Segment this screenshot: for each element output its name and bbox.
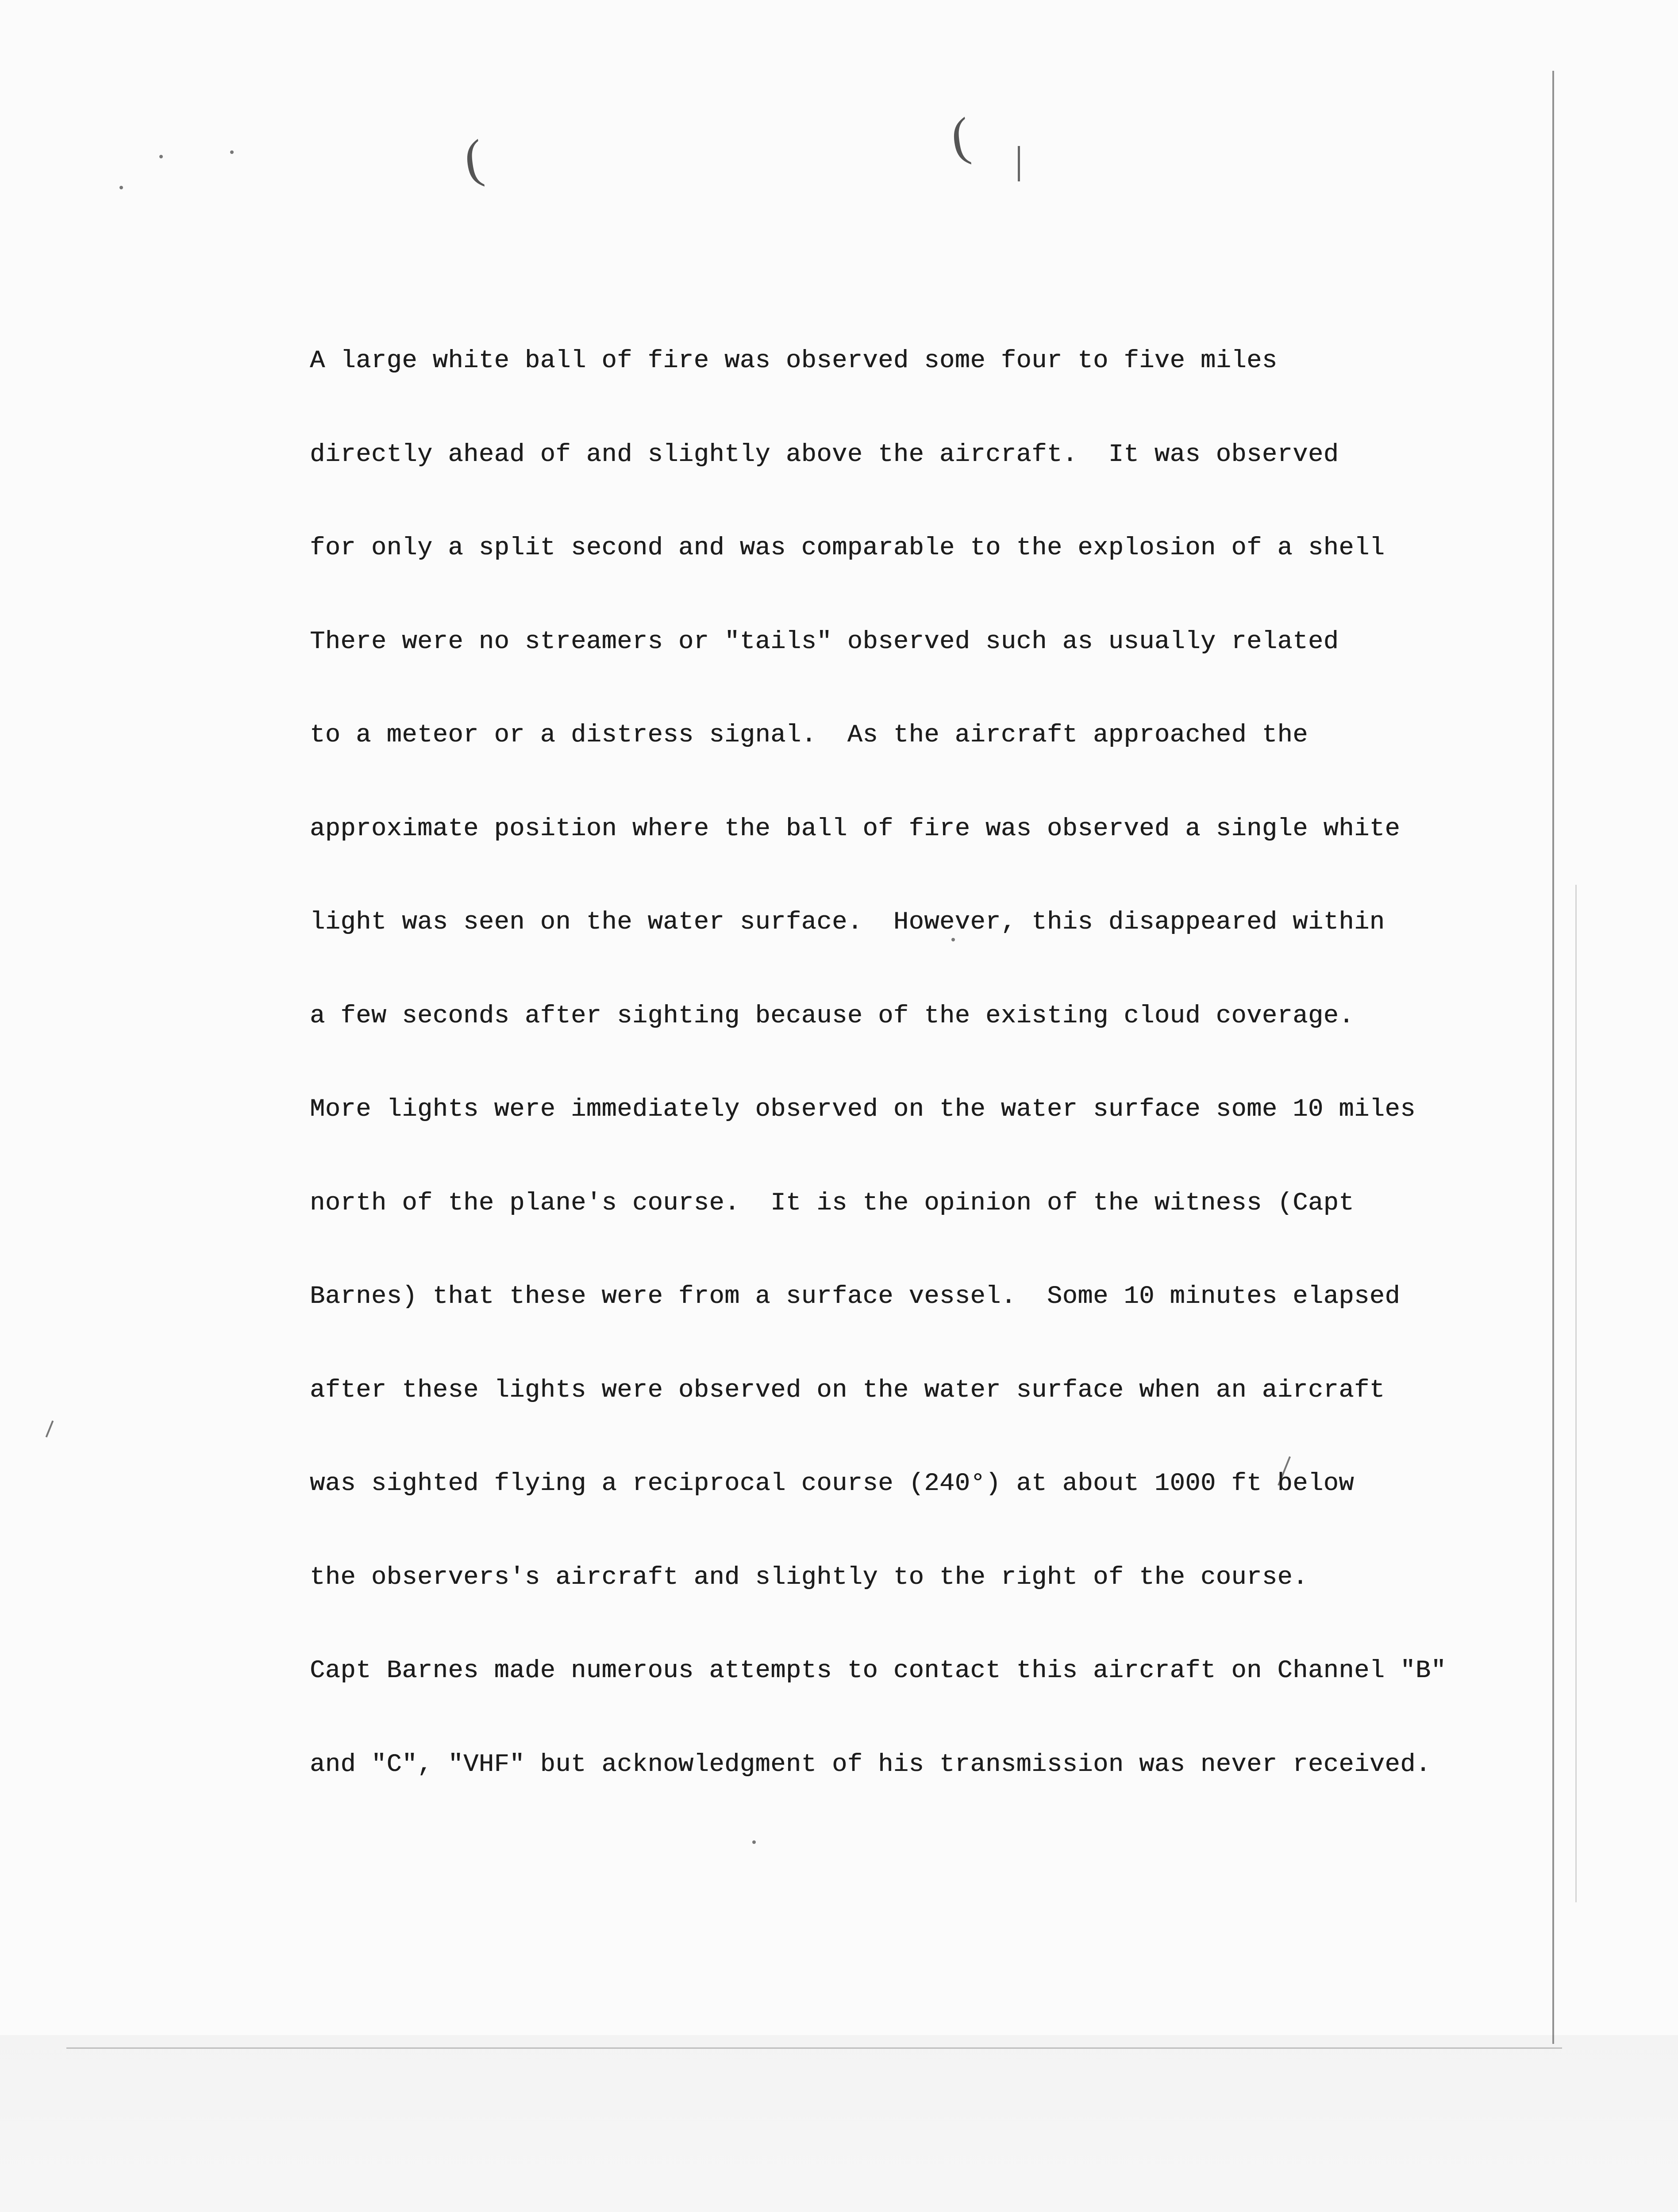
- scan-speck: [119, 186, 123, 189]
- scan-edge-line-faint: [1575, 885, 1577, 1902]
- scan-speck: [159, 155, 163, 158]
- body-line: Capt Barnes made numerous attempts to contact this aircraft on Channel "B": [310, 1657, 1447, 1685]
- body-line: A large white ball of fire was observed some four to five miles: [310, 347, 1278, 375]
- body-line: north of the plane's course. It is the opinion of the witness (Capt: [310, 1189, 1354, 1217]
- body-line: after these lights were observed on the water surface when an aircraft: [310, 1376, 1385, 1405]
- body-line: the observers's aircraft and slightly to the right of the course.: [310, 1563, 1308, 1592]
- body-line: a few seconds after sighting because of the existing cloud coverage.: [310, 1002, 1354, 1030]
- scan-mark: [46, 1421, 54, 1438]
- handwritten-mark: (: [947, 106, 973, 167]
- scan-speck: [230, 150, 234, 154]
- body-line: was sighted flying a reciprocal course (240°) at about 1000 ft below: [310, 1470, 1354, 1498]
- body-line: There were no streamers or "tails" observed such as usually related: [310, 627, 1339, 656]
- scan-edge-line: [1552, 71, 1554, 2044]
- body-line: More lights were immediately observed on the water surface some 10 miles: [310, 1095, 1416, 1124]
- typed-report-body: [310, 283, 1531, 1843]
- body-line: for only a split second and was comparable to the explosion of a shell: [310, 534, 1385, 562]
- body-line: light was seen on the water surface. However, this disappeared within: [310, 908, 1385, 937]
- body-line: Barnes) that these were from a surface vessel. Some 10 minutes elapsed: [310, 1283, 1401, 1311]
- body-line: approximate position where the ball of fire was observed a single white: [310, 814, 1401, 843]
- body-line: and "C", "VHF" but acknowledgment of his transmission was never received.: [310, 1750, 1431, 1779]
- body-line: to a meteor or a distress signal. As the aircraft approached the: [310, 721, 1308, 749]
- handwritten-mark: [1018, 146, 1020, 181]
- body-line: directly ahead of and slightly above the aircraft. It was observed: [310, 440, 1339, 469]
- scan-bottom-margin: [0, 2035, 1678, 2212]
- scan-page-edge: [66, 2047, 1562, 2049]
- handwritten-mark: (: [460, 128, 486, 189]
